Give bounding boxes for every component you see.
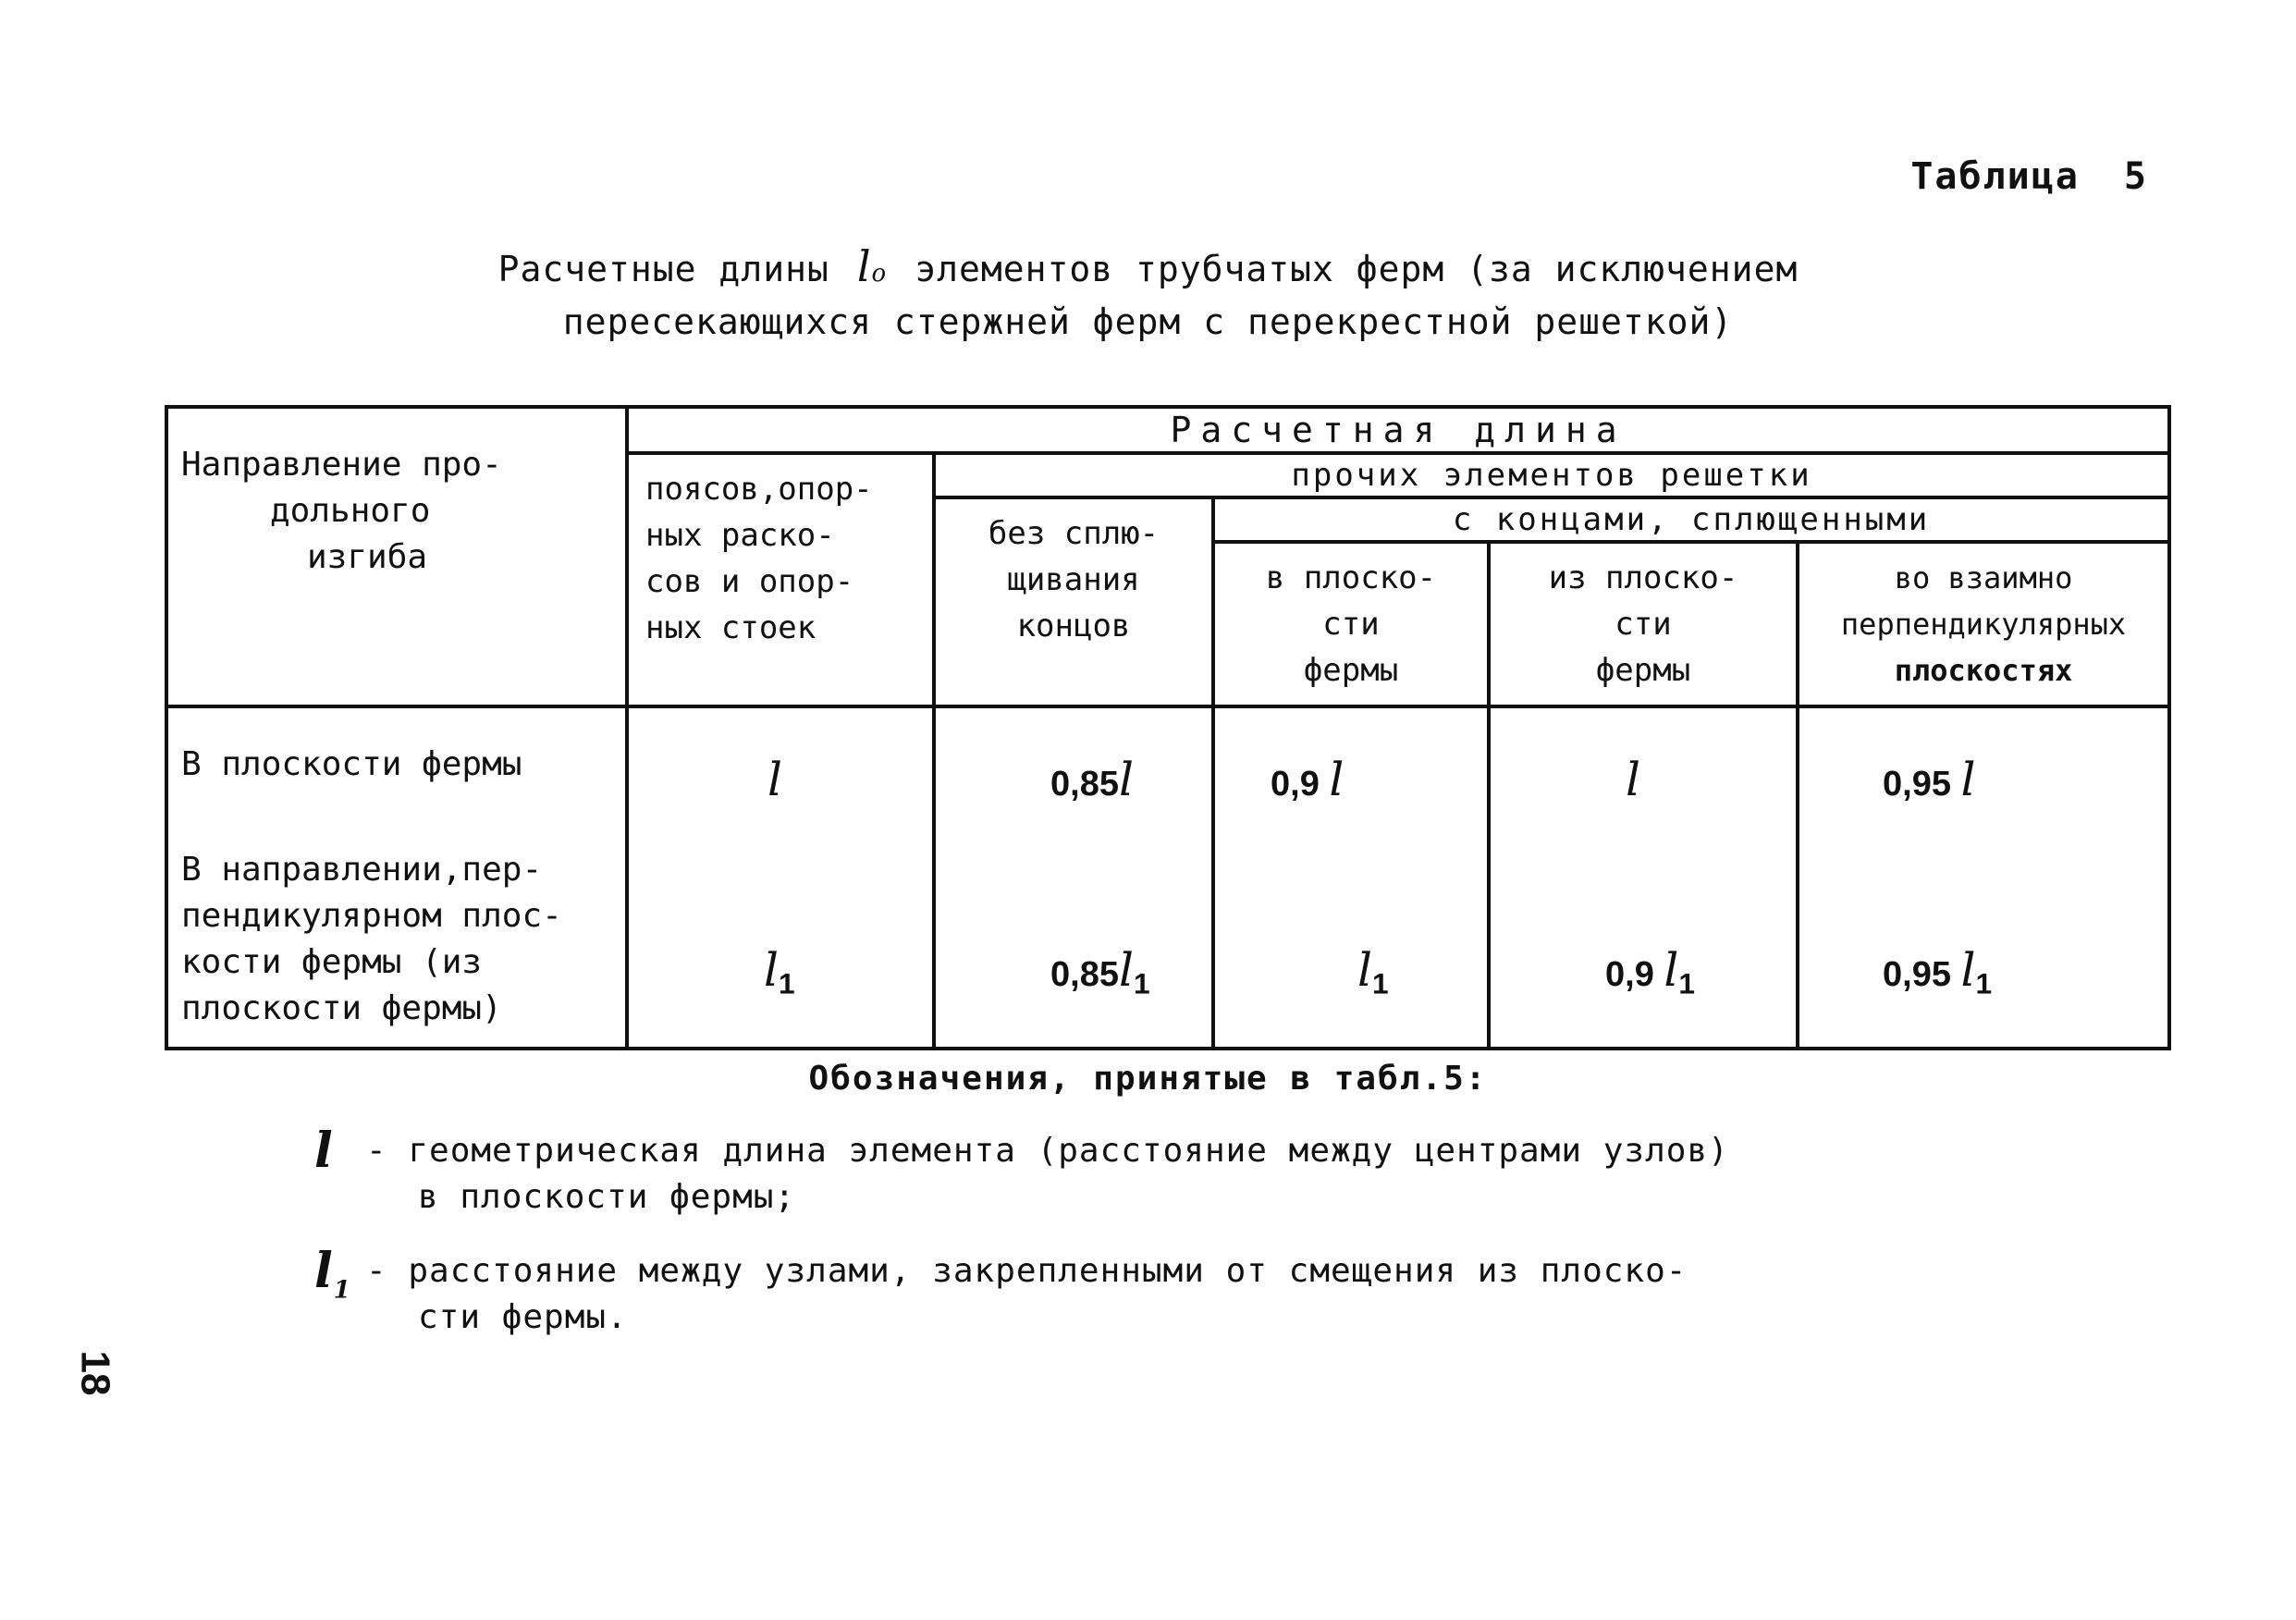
header-perpendicular-planes — [1798, 542, 2169, 706]
note-geometric-length — [314, 1123, 1942, 1221]
value-symbol: l — [767, 753, 782, 806]
values-no-flatten — [934, 706, 1213, 1049]
value-symbol: l — [1118, 753, 1134, 806]
row-labels — [166, 706, 627, 1049]
header-in-plane — [1213, 542, 1489, 706]
row-label-perpendicular — [181, 847, 616, 1032]
note-text: - геометрическая длина элемента (расстояние между центрами узлов) — [366, 1132, 1729, 1170]
value-coefficient: 0,95 — [1883, 955, 1951, 994]
table-title — [0, 242, 2296, 346]
value-symbol: l — [1960, 753, 1976, 806]
header-no-flatten — [934, 497, 1213, 706]
value-symbol: l — [1118, 943, 1134, 997]
value-cell — [1357, 943, 1389, 1000]
note-symbol — [314, 1243, 351, 1313]
values-chords — [627, 706, 934, 1049]
value-subscript: 1 — [1372, 966, 1389, 1000]
header-direction-line: изгиба — [307, 538, 428, 576]
notes-title: Обозначения, принятые в табл.5: — [808, 1060, 1488, 1098]
header-direction-line: дольного — [270, 492, 431, 530]
table-label — [1910, 155, 2148, 198]
design-length-table — [165, 405, 2171, 1050]
title-line-1 — [0, 242, 2296, 298]
values-perpendicular-planes — [1798, 706, 2169, 1049]
title-line-2: пересекающихся стержней ферм с перекрестной решеткой) — [562, 301, 1734, 342]
header-row-1 — [166, 407, 2169, 453]
header-perpendicular-line: перпендикулярных — [1840, 607, 2127, 642]
value-symbol: l — [764, 943, 779, 997]
values-out-of-plane — [1489, 706, 1798, 1049]
header-in-plane-line: в плоско- — [1265, 559, 1437, 596]
header-out-of-plane-line: фермы — [1595, 652, 1691, 689]
header-perpendicular-line: плоскостях — [1894, 653, 2073, 688]
header-flattened-ends: с концами, сплющенными — [1213, 497, 2169, 542]
title-part-2: элементов трубчатых ферм (за исключением — [915, 249, 1799, 289]
row-label-line: плоскости фермы) — [181, 989, 502, 1027]
header-chords — [627, 453, 934, 706]
value-cell — [1271, 753, 1344, 806]
note-symbol-subscript: 1 — [333, 1276, 351, 1305]
note-text-continued: в плоскости фермы; — [418, 1178, 796, 1216]
value-subscript: 1 — [1133, 966, 1150, 1000]
value-cell — [764, 943, 795, 1000]
value-subscript: 1 — [779, 966, 795, 1000]
title-part-1: Расчетные длины — [497, 249, 829, 289]
value-symbol: l — [1626, 753, 1640, 806]
header-direction-line: Направление про- — [181, 446, 502, 484]
value-coefficient: 0,9 — [1271, 765, 1320, 804]
header-perpendicular-line: во взаимно — [1894, 560, 2073, 595]
value-coefficient: 0,85 — [1050, 955, 1119, 994]
value-coefficient: 0,85 — [1050, 765, 1119, 804]
table-label-number: 5 — [2123, 155, 2148, 198]
note-text: - расстояние между узлами, закрепленными от смещения из плоско- — [366, 1252, 1688, 1290]
header-no-flatten-line: концов — [1016, 608, 1131, 644]
value-symbol: l — [1329, 753, 1344, 806]
value-cell — [1626, 753, 1640, 806]
value-subscript: 1 — [1678, 966, 1695, 1000]
row-label-line: пендикулярном плос- — [181, 897, 562, 935]
header-out-of-plane — [1489, 542, 1798, 706]
value-coefficient: 0,95 — [1883, 765, 1951, 804]
header-in-plane-line: фермы — [1303, 652, 1399, 689]
length-symbol-subscript: o — [871, 260, 888, 288]
value-cell — [1883, 753, 1976, 806]
header-design-length: Расчетная длина — [627, 407, 2169, 453]
header-chords-line: ных стоек — [645, 609, 816, 646]
values-in-plane — [1213, 706, 1489, 1049]
header-chords-line: поясов,опор- — [645, 471, 873, 508]
note-text-continued: сти фермы. — [418, 1298, 628, 1336]
value-cell — [767, 753, 782, 806]
note-symbol: l — [314, 1123, 334, 1179]
header-out-of-plane-line: сти — [1615, 606, 1672, 643]
value-symbol: l — [1960, 943, 1976, 997]
header-out-of-plane-line: из плоско- — [1548, 559, 1738, 596]
length-symbol — [857, 241, 887, 291]
row-label-in-plane: В плоскости фермы — [181, 745, 522, 783]
length-symbol-letter: l — [856, 241, 872, 291]
header-direction — [166, 407, 627, 706]
row-label-line: кости фермы (из — [181, 943, 483, 981]
value-cell — [1883, 943, 1993, 1000]
value-symbol: l — [1357, 943, 1372, 997]
header-no-flatten-line: щивания — [1007, 561, 1140, 598]
header-chords-line: сов и опор- — [645, 563, 854, 600]
note-node-distance — [314, 1243, 1942, 1341]
value-subscript: 1 — [1975, 966, 1993, 1000]
value-cell — [1050, 943, 1150, 1000]
row-label-line: В направлении,пер- — [181, 851, 543, 889]
header-other-elements: прочих элементов решетки — [934, 453, 2169, 497]
value-coefficient: 0,9 — [1605, 955, 1654, 994]
table-label-word: Таблица — [1910, 155, 2080, 198]
note-symbol-letter: l — [314, 1243, 334, 1299]
header-in-plane-line: сти — [1322, 606, 1380, 643]
value-cell — [1050, 753, 1134, 806]
data-row — [166, 706, 2169, 1049]
header-no-flatten-line: без сплю- — [988, 515, 1160, 552]
page-number: 18 — [72, 1350, 118, 1396]
value-symbol: l — [1664, 943, 1679, 997]
header-chords-line: ных раско- — [645, 517, 835, 554]
value-cell — [1605, 943, 1695, 1000]
